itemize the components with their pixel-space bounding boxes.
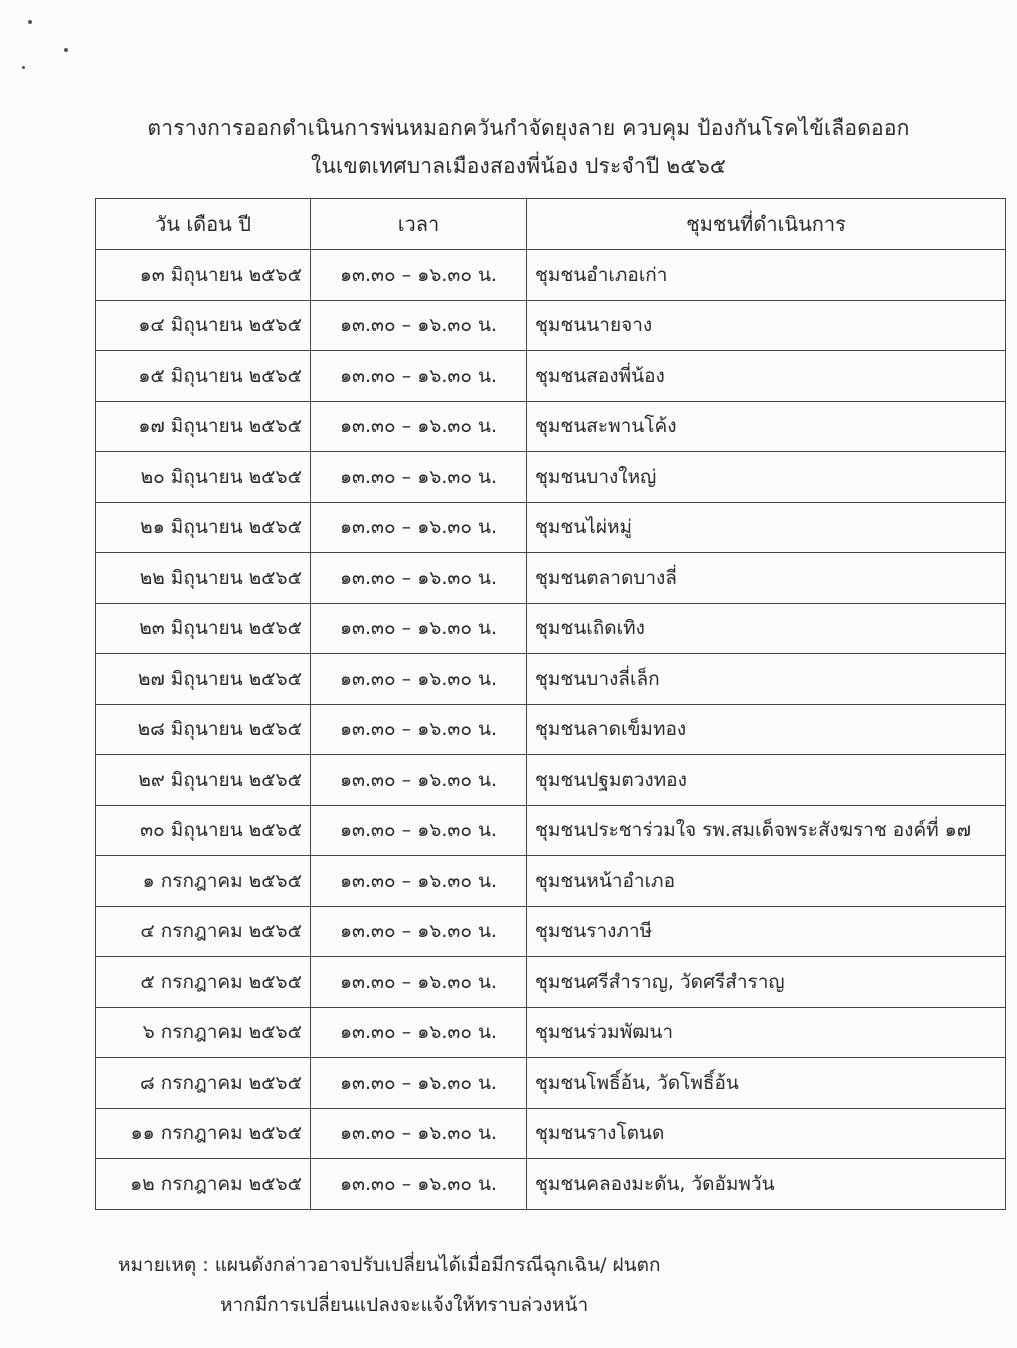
table-row <box>96 856 1006 907</box>
community-cell: ชุมชนบางลี่เล็ก <box>527 654 1006 705</box>
community-cell: ชุมชนสะพานโค้ง <box>527 401 1006 452</box>
community-cell: ชุมชนอำเภอเก่า <box>527 250 1006 301</box>
table-row <box>96 452 1006 503</box>
community-cell: ชุมชนหน้าอำเภอ <box>527 856 1006 907</box>
schedule-table <box>95 198 1006 1210</box>
speck-mark <box>28 20 32 24</box>
date-cell: ๑๓ มิถุนายน ๒๕๖๕ <box>96 250 311 301</box>
time-cell: ๑๓.๓๐ – ๑๖.๓๐ น. <box>311 300 527 351</box>
table-row <box>96 1108 1006 1159</box>
date-cell: ๒๒ มิถุนายน ๒๕๖๕ <box>96 553 311 604</box>
note-line-2: หากมีการเปลี่ยนแปลงจะแจ้งให้ทราบล่วงหน้า <box>220 1294 589 1316</box>
date-cell: ๕ กรกฎาคม ๒๕๖๕ <box>96 957 311 1008</box>
date-cell: ๑๒ กรกฎาคม ๒๕๖๕ <box>96 1159 311 1210</box>
table-row <box>96 654 1006 705</box>
date-cell: ๒๓ มิถุนายน ๒๕๖๕ <box>96 603 311 654</box>
date-cell: ๒๘ มิถุนายน ๒๕๖๕ <box>96 704 311 755</box>
date-cell: ๑๗ มิถุนายน ๒๕๖๕ <box>96 401 311 452</box>
table-row <box>96 351 1006 402</box>
table-row <box>96 1159 1006 1210</box>
time-cell: ๑๓.๓๐ – ๑๖.๓๐ น. <box>311 755 527 806</box>
time-cell: ๑๓.๓๐ – ๑๖.๓๐ น. <box>311 654 527 705</box>
table-row <box>96 250 1006 301</box>
time-cell: ๑๓.๓๐ – ๑๖.๓๐ น. <box>311 704 527 755</box>
time-cell: ๑๓.๓๐ – ๑๖.๓๐ น. <box>311 1007 527 1058</box>
document-subtitle: ในเขตเทศบาลเมืองสองพี่น้อง ประจำปี ๒๕๖๕ <box>311 154 726 178</box>
time-cell: ๑๓.๓๐ – ๑๖.๓๐ น. <box>311 603 527 654</box>
community-cell: ชุมชนลาดเข็มทอง <box>527 704 1006 755</box>
community-cell: ชุมชนสองพี่น้อง <box>527 351 1006 402</box>
time-cell: ๑๓.๓๐ – ๑๖.๓๐ น. <box>311 1159 527 1210</box>
note-line-1: หมายเหตุ : แผนดังกล่าวอาจปรับเปลี่ยนได้เมื่อมีกรณีฉุกเฉิน/ ฝนตก <box>118 1254 661 1276</box>
community-cell: ชุมชนคลองมะดัน, วัดอัมพวัน <box>527 1159 1006 1210</box>
community-cell: ชุมชนร่วมพัฒนา <box>527 1007 1006 1058</box>
date-cell: ๑๕ มิถุนายน ๒๕๖๕ <box>96 351 311 402</box>
header-time: เวลา <box>311 199 527 250</box>
time-cell: ๑๓.๓๐ – ๑๖.๓๐ น. <box>311 452 527 503</box>
date-cell: ๔ กรกฎาคม ๒๕๖๕ <box>96 906 311 957</box>
time-cell: ๑๓.๓๐ – ๑๖.๓๐ น. <box>311 906 527 957</box>
date-cell: ๑๔ มิถุนายน ๒๕๖๕ <box>96 300 311 351</box>
date-cell: ๘ กรกฎาคม ๒๕๖๕ <box>96 1058 311 1109</box>
time-cell: ๑๓.๓๐ – ๑๖.๓๐ น. <box>311 250 527 301</box>
table-row <box>96 553 1006 604</box>
community-cell: ชุมชนโพธิ์อ้น, วัดโพธิ์อ้น <box>527 1058 1006 1109</box>
table-row <box>96 957 1006 1008</box>
community-cell: ชุมชนบางใหญ่ <box>527 452 1006 503</box>
table-row <box>96 1058 1006 1109</box>
time-cell: ๑๓.๓๐ – ๑๖.๓๐ น. <box>311 1108 527 1159</box>
community-cell: ชุมชนนายจาง <box>527 300 1006 351</box>
time-cell: ๑๓.๓๐ – ๑๖.๓๐ น. <box>311 856 527 907</box>
time-cell: ๑๓.๓๐ – ๑๖.๓๐ น. <box>311 957 527 1008</box>
community-cell: ชุมชนไผ่หมู่ <box>527 502 1006 553</box>
time-cell: ๑๓.๓๐ – ๑๖.๓๐ น. <box>311 401 527 452</box>
time-cell: ๑๓.๓๐ – ๑๖.๓๐ น. <box>311 351 527 402</box>
table-row <box>96 300 1006 351</box>
community-cell: ชุมชนเถิดเทิง <box>527 603 1006 654</box>
table-row <box>96 704 1006 755</box>
date-cell: ๒๙ มิถุนายน ๒๕๖๕ <box>96 755 311 806</box>
community-cell: ชุมชนรางโตนด <box>527 1108 1006 1159</box>
date-cell: ๒๐ มิถุนายน ๒๕๖๕ <box>96 452 311 503</box>
speck-mark <box>22 66 25 69</box>
community-cell: ชุมชนศรีสำราญ, วัดศรีสำราญ <box>527 957 1006 1008</box>
time-cell: ๑๓.๓๐ – ๑๖.๓๐ น. <box>311 1058 527 1109</box>
table-row <box>96 401 1006 452</box>
date-cell: ๖ กรกฎาคม ๒๕๖๕ <box>96 1007 311 1058</box>
table-row <box>96 502 1006 553</box>
date-cell: ๓๐ มิถุนายน ๒๕๖๕ <box>96 805 311 856</box>
date-cell: ๑๑ กรกฎาคม ๒๕๖๕ <box>96 1108 311 1159</box>
table-row <box>96 755 1006 806</box>
header-community: ชุมชนที่ดำเนินการ <box>527 199 1006 250</box>
table-row <box>96 906 1006 957</box>
table-row <box>96 805 1006 856</box>
table-row <box>96 603 1006 654</box>
date-cell: ๒๑ มิถุนายน ๒๕๖๕ <box>96 502 311 553</box>
date-cell: ๑ กรกฎาคม ๒๕๖๕ <box>96 856 311 907</box>
header-date: วัน เดือน ปี <box>96 199 311 250</box>
community-cell: ชุมชนประชาร่วมใจ รพ.สมเด็จพระสังฆราช องค์ที่ ๑๗ <box>527 805 1006 856</box>
time-cell: ๑๓.๓๐ – ๑๖.๓๐ น. <box>311 502 527 553</box>
date-cell: ๒๗ มิถุนายน ๒๕๖๕ <box>96 654 311 705</box>
table-header-row <box>96 199 1006 250</box>
community-cell: ชุมชนตลาดบางลี่ <box>527 553 1006 604</box>
community-cell: ชุมชนปฐมตวงทอง <box>527 755 1006 806</box>
speck-mark <box>64 48 68 52</box>
table-row <box>96 1007 1006 1058</box>
community-cell: ชุมชนรางภาษี <box>527 906 1006 957</box>
time-cell: ๑๓.๓๐ – ๑๖.๓๐ น. <box>311 553 527 604</box>
time-cell: ๑๓.๓๐ – ๑๖.๓๐ น. <box>311 805 527 856</box>
document-title: ตารางการออกดำเนินการพ่นหมอกควันกำจัดยุงลาย ควบคุม ป้องกันโรคไข้เลือดออก <box>147 116 910 140</box>
